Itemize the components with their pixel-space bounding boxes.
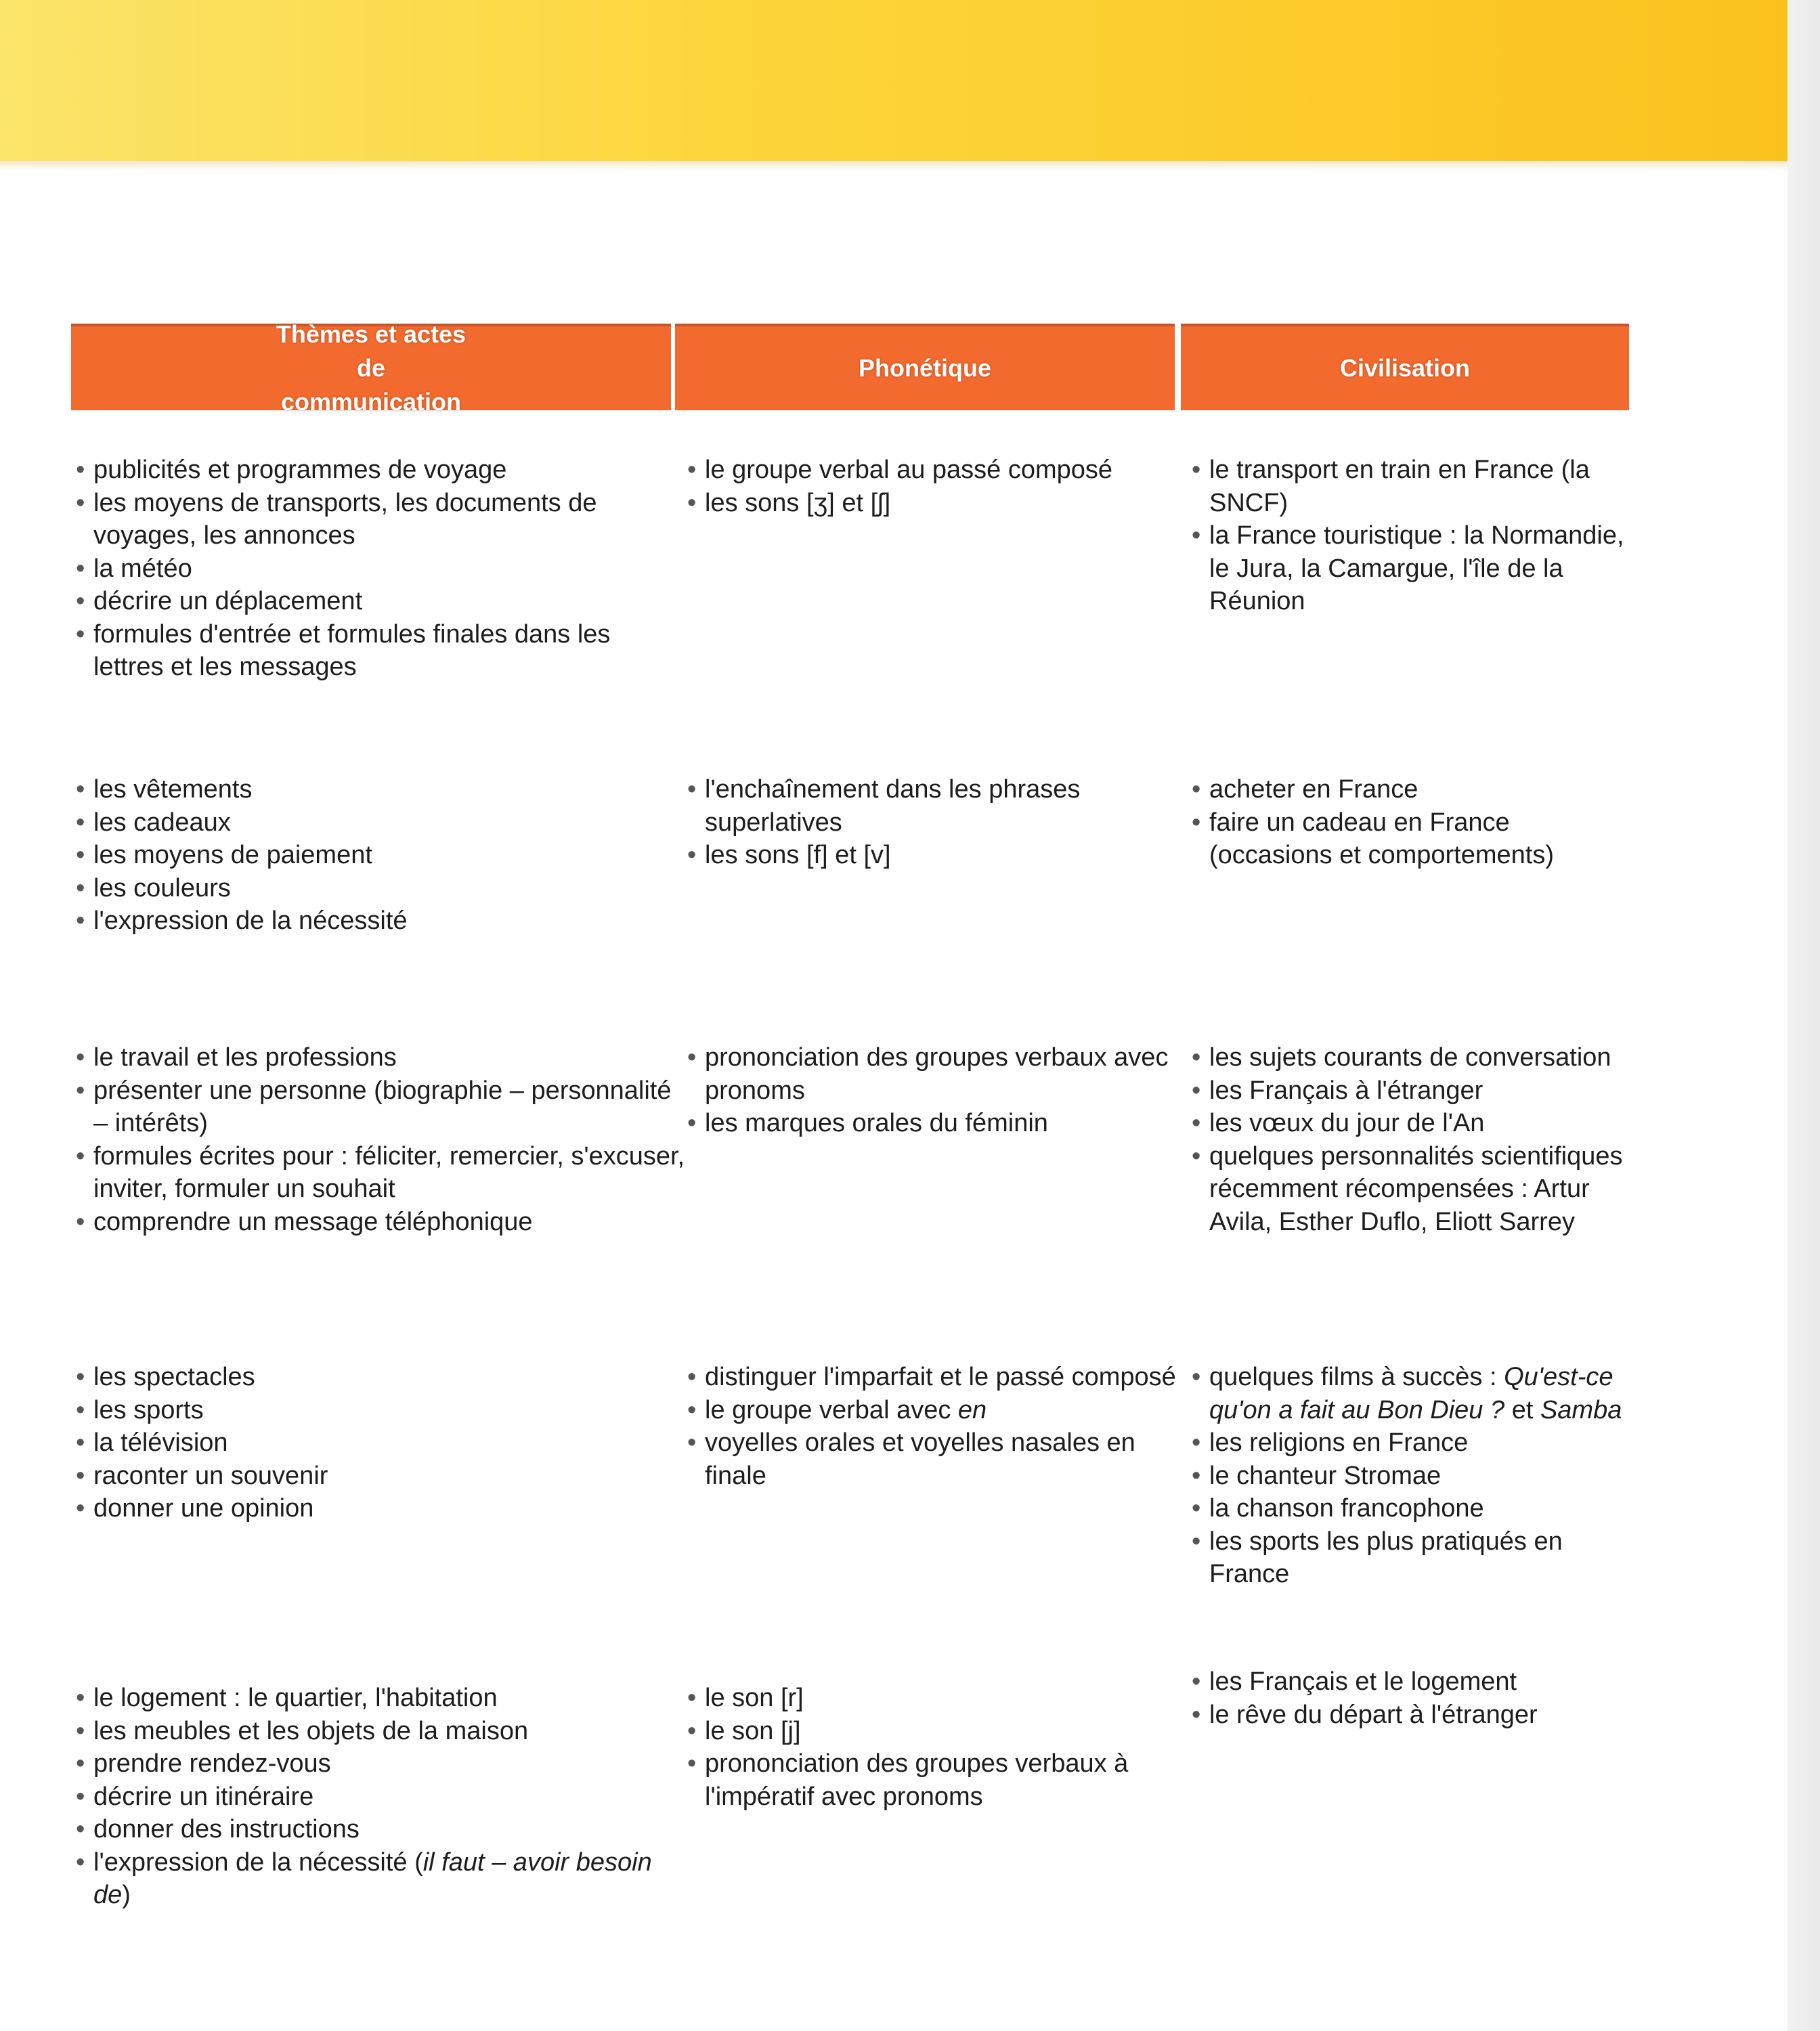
text: quelques films à succès : [1209, 1363, 1504, 1391]
phonetique-list [687, 773, 1188, 872]
list-item: • formules écrites pour : féliciter, remercier, s'excuser, inviter, formuler un souhait [76, 1140, 685, 1206]
list-item: • prononciation des groupes verbaux avec pronoms [687, 1041, 1188, 1107]
phonetique-list [687, 454, 1188, 519]
cell-civilisation [1192, 1361, 1639, 1591]
list-item: • comprendre un message téléphonique [76, 1206, 685, 1239]
list-item: • les couleurs [76, 872, 685, 905]
list-item [76, 1846, 685, 1912]
themes-list [76, 773, 685, 938]
list-item: • les Français et le logement [1192, 1665, 1639, 1699]
italic-text: en [957, 1395, 987, 1424]
list-item: • prendre rendez-vous [76, 1747, 685, 1781]
civilisation-list [1192, 1665, 1639, 1731]
header-themes: Thèmes et actes de communication [71, 324, 671, 410]
header-civilisation: Civilisation [1181, 324, 1629, 410]
themes-list [76, 1361, 685, 1525]
list-item: • les moyens de transports, les documents de voyages, les annonces [76, 487, 685, 552]
list-item: • les sujets courants de conversation [1192, 1041, 1639, 1074]
list-item: • les sons [f] et [v] [687, 839, 1188, 872]
list-item: • le rêve du départ à l'étranger [1192, 1699, 1639, 1732]
list-item: • donner une opinion [76, 1492, 685, 1525]
text: et [1504, 1395, 1540, 1424]
text: ) [122, 1881, 131, 1909]
list-item: • l'enchaînement dans les phrases superlatives [687, 773, 1188, 839]
phonetique-list [687, 1361, 1188, 1492]
list-item: • le logement : le quartier, l'habitation [76, 1682, 685, 1715]
list-item: • les vœux du jour de l'An [1192, 1107, 1639, 1140]
list-item: • le chanteur Stromae [1192, 1460, 1639, 1493]
cell-civilisation [1192, 1665, 1639, 1731]
list-item: • la télévision [76, 1426, 685, 1460]
italic-text: il faut – avoir besoin de [93, 1848, 652, 1909]
list-item: • les spectacles [76, 1361, 685, 1394]
list-item: • le son [r] [687, 1682, 1188, 1715]
civilisation-list [1192, 1041, 1639, 1238]
list-item: • raconter un souvenir [76, 1460, 685, 1493]
themes-list [76, 1682, 685, 1912]
list-item: • décrire un déplacement [76, 585, 685, 618]
italic-text: Samba [1540, 1395, 1622, 1424]
phonetique-list [687, 1682, 1188, 1813]
themes-list [76, 1041, 685, 1238]
list-item: • décrire un itinéraire [76, 1781, 685, 1814]
cell-phonetique [687, 1361, 1188, 1492]
civilisation-list [1192, 773, 1639, 872]
list-item: • quelques personnalités scientifiques récemment récompensées : Artur Avila, Esther Duflo, Eliott Sarrey [1192, 1140, 1639, 1239]
list-item: • prononciation des groupes verbaux à l'impératif avec pronoms [687, 1747, 1188, 1813]
list-item: • les moyens de paiement [76, 839, 685, 872]
list-item: • voyelles orales et voyelles nasales en finale [687, 1426, 1188, 1492]
list-item: • les sports les plus pratiqués en France [1192, 1525, 1639, 1591]
themes-list [76, 454, 685, 684]
list-item [687, 1394, 1188, 1427]
list-item: • le transport en train en France (la SNCF) [1192, 454, 1639, 519]
civilisation-list [1192, 454, 1639, 618]
phonetique-list [687, 1041, 1188, 1140]
text: le groupe verbal avec [705, 1395, 958, 1424]
list-item: • la météo [76, 552, 685, 586]
cell-civilisation [1192, 1041, 1639, 1238]
list-item: • les cadeaux [76, 806, 685, 839]
list-item: • les marques orales du féminin [687, 1107, 1188, 1140]
list-item: • le travail et les professions [76, 1041, 685, 1074]
list-item: • formules d'entrée et formules finales dans les lettres et les messages [76, 618, 685, 684]
list-item: • les Français à l'étranger [1192, 1074, 1639, 1108]
list-item: • distinguer l'imparfait et le passé composé [687, 1361, 1188, 1394]
list-item: • le groupe verbal au passé composé [687, 454, 1188, 487]
list-item: • les sons [ʒ] et [ʃ] [687, 487, 1188, 520]
list-item: • le son [j] [687, 1715, 1188, 1748]
cell-phonetique [687, 773, 1188, 872]
cell-themes [76, 1041, 685, 1238]
list-item: • les religions en France [1192, 1426, 1639, 1460]
list-item: • faire un cadeau en France (occasions et comportements) [1192, 806, 1639, 872]
list-item: • présenter une personne (biographie – personnalité – intérêts) [76, 1074, 685, 1140]
list-item: • l'expression de la nécessité [76, 904, 685, 938]
italic-text: Qu'est-ce qu'on a fait au Bon Dieu ? [1209, 1363, 1613, 1424]
list-item: • la France touristique : la Normandie, le Jura, la Camargue, l'île de la Réunion [1192, 519, 1639, 618]
list-item: • les meubles et les objets de la maison [76, 1715, 685, 1748]
cell-phonetique [687, 1682, 1188, 1813]
cell-phonetique [687, 454, 1188, 519]
header-phonetique: Phonétique [675, 324, 1175, 410]
list-item: • la chanson francophone [1192, 1492, 1639, 1525]
cell-civilisation [1192, 454, 1639, 618]
cell-themes [76, 1361, 685, 1525]
list-item: • les sports [76, 1394, 685, 1427]
civilisation-list [1192, 1361, 1639, 1591]
cell-civilisation [1192, 773, 1639, 872]
text: l'expression de la nécessité ( [93, 1848, 423, 1877]
list-item: • publicités et programmes de voyage [76, 454, 685, 487]
cell-themes [76, 1682, 685, 1912]
list-item: • acheter en France [1192, 773, 1639, 806]
page-edge [1788, 0, 1820, 2031]
list-item [1192, 1361, 1639, 1426]
list-item: • les vêtements [76, 773, 685, 806]
cell-themes [76, 454, 685, 684]
list-item: • donner des instructions [76, 1813, 685, 1846]
cell-themes [76, 773, 685, 938]
cell-phonetique [687, 1041, 1188, 1140]
top-color-band [0, 0, 1788, 161]
